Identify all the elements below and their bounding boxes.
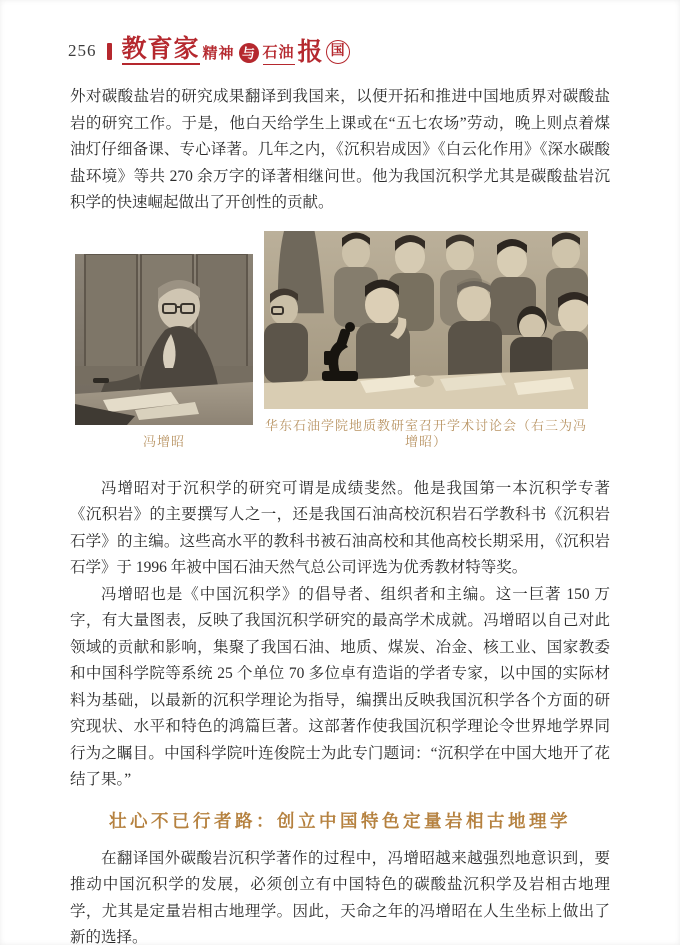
paragraph-4: 在翻译国外碳酸岩沉积学著作的过程中，冯增昭越来越强烈地意识到，要推动中国沉积学的发展，必须创立有中国特色的碳酸盐沉积学及岩相古地理学，尤其是定量岩相古地理学。因此，天命之年的冯增昭在人生坐标上做出了新的选择。 [70, 849, 610, 945]
figure-feng-portrait [75, 254, 253, 450]
masthead-word-spirit: 精神 [202, 46, 235, 62]
figure-row [75, 231, 588, 450]
header-divider-bar [107, 43, 112, 60]
masthead-word-educator: 教育家 [121, 36, 200, 63]
paragraph-3: 冯增昭也是《中国沉积学》的倡导者、组织者和主编。这一巨著 150 万字，有大量图表，反映了我国沉积学研究的最高学术成就。冯增昭以自己对此领域的贡献和影响，集聚了我国石油、地质、煤炭、冶金、核工业、国家教委和中国科学院等系统 25 个单位 70 多位卓有造诣的学者专家，以中国的实际材料为基础，以最新的沉积学理论为指导，编撰出反映我国沉积学各个方面的研究现状、水平和特色的鸿篇巨著。这部著作使我国沉积学理论令世界地学界同行为之瞩目。中国科学院叶连俊院士为此专门题词：“沉积学在中国大地开了花结了果。” [70, 585, 610, 788]
figure-seminar-photo [264, 231, 588, 450]
masthead-yu-circle-icon: 与 [239, 43, 259, 63]
masthead-word-serve: 报 [297, 39, 323, 66]
photo-seminar-group [264, 231, 588, 409]
section-heading: 壮心不已行者路：创立中国特色定量岩相古地理学 [109, 810, 571, 831]
page-number: 256 [68, 41, 97, 60]
page-header [68, 34, 612, 68]
masthead-guo-circle-icon: 国 [326, 40, 350, 64]
masthead-word-petroleum: 石油 [263, 46, 295, 65]
paragraph-1: 外对碳酸盐岩的研究成果翻译到我国来，以便开拓和推进中国地质界对碳酸盐岩的研究工作。于是，他白天给学生上课或在“五七农场”劳动，晚上则点着煤油灯仔细备课、专心译著。几年之内，《沉积岩成因》《白云化作用》《深水碳酸盐环境》等共 270 余万字的译著相继问世。他为我国沉积学尤其是碳酸盐岩沉积学的快速崛起做出了开创性的贡献。 [70, 88, 610, 211]
caption-seminar: 华东石油学院地质教研室召开学术讨论会（右三为冯增昭） [264, 417, 587, 449]
paragraph-2: 冯增昭对于沉积学的研究可谓是成绩斐然。他是我国第一本沉积学专著《沉积岩》的主要撰写人之一，还是我国石油高校沉积岩石学教科书《沉积岩石学》的主编。这些高水平的教科书被石油高校和其他高校长期采用，《沉积岩石学》于 1996 年被中国石油天然气总公司评选为优秀教材特等奖。 [70, 479, 610, 576]
photo-feng-zengzhao-portrait [75, 254, 253, 425]
page-body [70, 84, 610, 945]
figures-block [70, 231, 610, 450]
caption-feng-portrait: 冯增昭 [142, 433, 185, 449]
book-masthead-logo [122, 37, 350, 65]
